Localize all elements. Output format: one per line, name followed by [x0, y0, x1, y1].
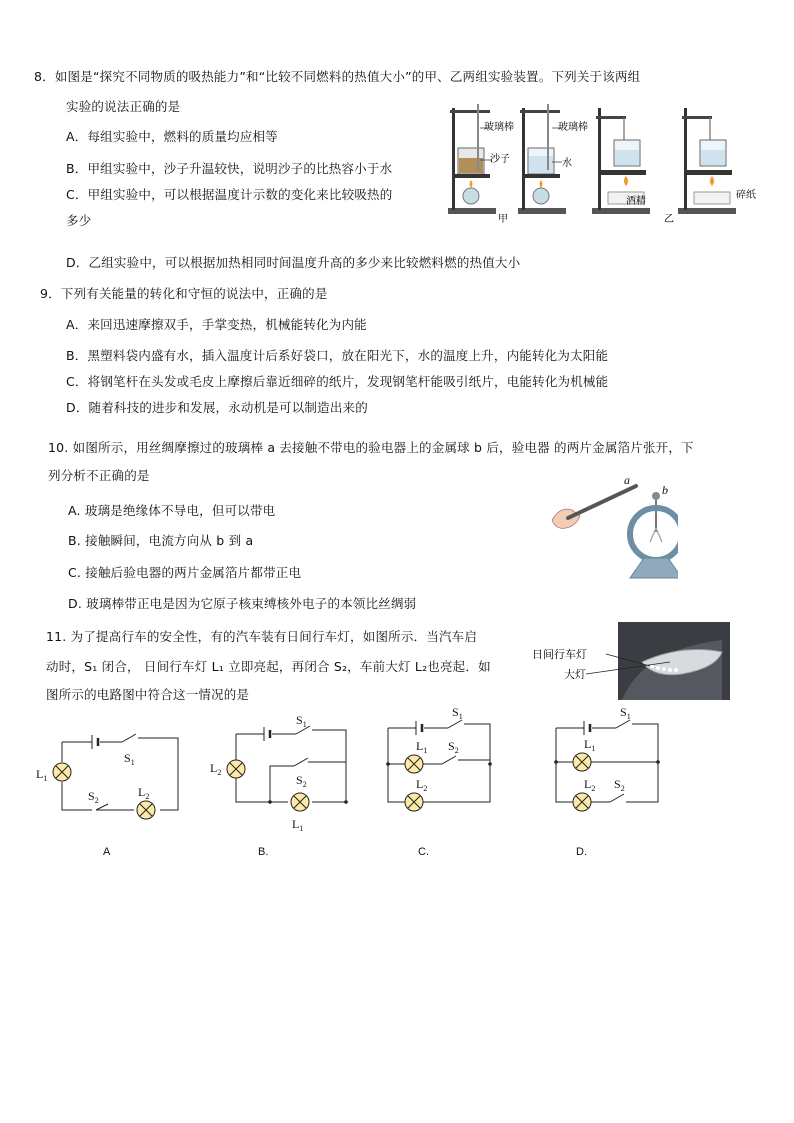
q8-option-c: C．甲组实验中，可以根据温度计示数的变化来比较吸热的 [66, 187, 393, 202]
q11-choice-a: A [103, 846, 111, 858]
q11-circuit-d [544, 704, 674, 816]
label-rod-a: a [624, 473, 630, 487]
svg-text:L1: $L_1$ [416, 739, 428, 755]
q10-stem-line2: 列分析不正确的是 [48, 468, 150, 483]
svg-text:S2: $S_2$ [448, 739, 459, 755]
svg-text:L2: $L_2$ [210, 761, 222, 777]
svg-text:L1: $L_1$ [584, 737, 596, 753]
label-glass-rod-2: 玻璃棒 [558, 122, 588, 133]
q11-circuit-c [376, 704, 506, 816]
svg-text:S2: $S_2$ [88, 789, 99, 805]
q11-circuit-b [206, 710, 356, 835]
svg-text:S1: $S_1$ [620, 705, 631, 721]
q11-stem-line1: 11. 为了提高行车的安全性，有的汽车装有日间行车灯，如图所示．当汽车启 [46, 629, 478, 644]
q10-option-a: A. 玻璃是绝缘体不导电，但可以带电 [68, 503, 276, 518]
q9-option-d: D．随着科技的进步和发展，永动机是可以制造出来的 [66, 400, 368, 415]
label-group-jia: 甲 [498, 214, 508, 225]
svg-text:S2: $S_2$ [296, 773, 307, 789]
q10-stem-line1: 10. 如图所示，用丝绸摩擦过的玻璃棒 a 去接触不带电的验电器上的金属球 b 后，验电器 的两片金属箔片张开，下 [48, 440, 694, 455]
svg-text:S1: $S_1$ [124, 751, 135, 767]
q8-apparatus-figure [440, 100, 770, 225]
apparatus-water [518, 104, 566, 214]
label-headlight: 大灯 [564, 668, 586, 681]
q10-electroscope-figure [548, 472, 678, 584]
label-alcohol: 酒精 [626, 196, 646, 207]
label-ball-b: b [662, 483, 668, 497]
label-paper: 碎纸 [736, 190, 756, 201]
svg-text:L1: $L_1$ [36, 767, 48, 783]
svg-text:S1: $S_1$ [452, 705, 463, 721]
q11-choice-b: B. [258, 846, 269, 858]
q8-option-a: A．每组实验中，燃料的质量均应相等 [66, 129, 278, 144]
label-sand: 沙子 [490, 154, 510, 165]
q8-option-c-cont: 多少 [66, 213, 92, 228]
q8-option-d: D．乙组实验中，可以根据加热相同时间温度升高的多少来比较燃料燃的热值大小 [66, 255, 521, 270]
svg-text:L2: $L_2$ [416, 777, 428, 793]
q9-option-c: C．将钢笔杆在头发或毛皮上摩擦后靠近细碎的纸片，发现钢笔杆能吸引纸片，电能转化为机械能 [66, 374, 609, 389]
q10-option-d: D. 玻璃棒带正电是因为它原子核束缚核外电子的本领比丝绸弱 [68, 596, 417, 611]
svg-text:S2: $S_2$ [614, 777, 625, 793]
q11-choice-c: C. [418, 846, 429, 858]
svg-text:L2: $L_2$ [138, 785, 150, 801]
q11-stem-line2: 动时，S₁ 闭合， 日间行车灯 L₁ 立即亮起，再闭合 S₂，车前大灯 L₂也亮起．如 [46, 659, 491, 674]
q8-option-b: B．甲组实验中，沙子升温较快，说明沙子的比热容小于水 [66, 161, 393, 176]
q11-circuit-a [34, 720, 184, 830]
q10-option-c: C. 接触后验电器的两片金属箔片都带正电 [68, 565, 302, 580]
svg-text:S1: $S_1$ [296, 713, 307, 729]
apparatus-paper [678, 108, 736, 214]
label-daytime-light: 日间行车灯 [532, 648, 587, 661]
svg-text:L2: $L_2$ [584, 777, 596, 793]
q8-stem-line1: 8．如图是“探究不同物质的吸热能力”和“比较不同燃料的热值大小”的甲、乙两组实验装置。下列关于该两组 [34, 69, 641, 84]
label-glass-rod-1: 玻璃棒 [484, 122, 514, 133]
q8-stem-line2: 实验的说法正确的是 [66, 99, 181, 114]
svg-text:L1: $L_1$ [292, 817, 304, 833]
q11-car-light-photo [530, 622, 730, 700]
q9-stem: 9．下列有关能量的转化和守恒的说法中，正确的是 [40, 286, 328, 301]
q9-option-a: A．来回迅速摩擦双手，手掌变热，机械能转化为内能 [66, 317, 367, 332]
q11-stem-line3: 图所示的电路图中符合这一情况的是 [46, 687, 250, 702]
q11-choice-d: D. [576, 846, 587, 858]
apparatus-sand [448, 104, 496, 214]
label-group-yi: 乙 [664, 214, 674, 225]
label-water: 水 [562, 158, 572, 169]
q9-option-b: B．黑塑料袋内盛有水，插入温度计后系好袋口，放在阳光下，水的温度上升，内能转化为太阳能 [66, 348, 609, 363]
q10-option-b: B. 接触瞬间，电流方向从 b 到 a [68, 533, 254, 548]
